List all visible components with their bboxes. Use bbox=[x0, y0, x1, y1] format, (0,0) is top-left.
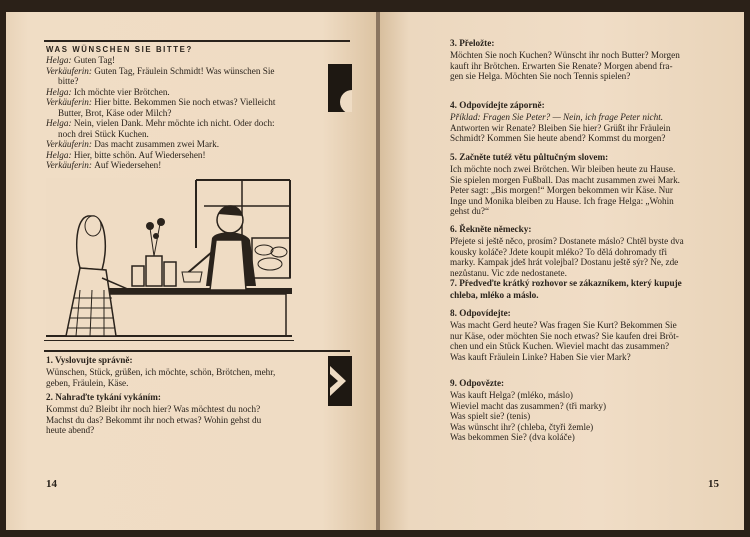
exercise-line: Schmidt? Kommen Sie heute abend? Kommst du morgen? bbox=[450, 133, 666, 144]
dialogue-line bbox=[58, 129, 149, 140]
exercise-1-title: 1. Vyslovujte správně: bbox=[46, 355, 133, 365]
dialogue-text: Das macht zusammen zwei Mark. bbox=[94, 139, 219, 149]
exercise-line: Was wünscht ihr? (chleba, čtyři žemle) bbox=[450, 421, 594, 432]
speaker-label: Verkäuferin: bbox=[46, 160, 95, 170]
dialogue-heading: WAS WÜNSCHEN SIE BITTE? bbox=[46, 45, 193, 54]
speaker-label: Helga: bbox=[46, 86, 74, 97]
exercise-line: Was bekommen Sie? (dva koláče) bbox=[450, 432, 575, 443]
dialogue-text: Hier bitte. Bekommen Sie noch etwas? Vielleicht bbox=[94, 97, 276, 107]
dialogue-text: Ich möchte vier Brötchen. bbox=[73, 86, 170, 97]
page-number-left: 14 bbox=[46, 478, 57, 490]
speaker-label: Helga: bbox=[46, 55, 74, 65]
exercise-line: nezůstanu. Vic zde nedostanete. bbox=[450, 267, 567, 278]
exercise-line: Sie spielen morgen Fußball. Das macht zusammen zwei Mark. bbox=[450, 174, 680, 185]
exercise-7-title: 7. Předveďte krátký rozhovor se zákazníkem, který kupuje bbox=[450, 278, 682, 288]
speaker-label: Helga: bbox=[46, 118, 74, 128]
dialogue-text: Guten Tag! bbox=[73, 55, 116, 65]
exercise-line: Machst du das? Bekommt ihr noch etwas? Wohin gehst du bbox=[46, 414, 262, 425]
open-book bbox=[6, 12, 744, 530]
exercise-chevron-icon bbox=[328, 356, 352, 406]
dialogue-text: bitte? bbox=[58, 76, 79, 86]
speaker-label: Helga: bbox=[46, 149, 74, 160]
left-page bbox=[6, 12, 378, 530]
exercise-line: Příklad: Fragen Sie Peter? — Nein, ich frage Peter nicht. bbox=[450, 112, 664, 122]
exercise-8-title: 8. Odpovídejte: bbox=[450, 308, 511, 318]
exercise-line: Přejete si ještě něco, prosím? Dostanete máslo? Chtěl byste dva bbox=[450, 236, 684, 246]
exercise-line: Kommst du? Bleibt ihr noch hier? Was möchtest du noch? bbox=[46, 404, 261, 414]
speaker-label: Verkäuferin: bbox=[46, 97, 95, 107]
exercise-line: Was kauft Helga? (mléko, máslo) bbox=[450, 390, 573, 400]
exercise-line: Ich möchte noch zwei Brötchen. Wir bleiben heute zu Hause. bbox=[450, 164, 676, 174]
exercise-line: heute abend? bbox=[46, 425, 95, 435]
exercise-line: marky. Kampak jdeš hrát volejbal? Dostanu ještě sýr? Ne, zde bbox=[450, 257, 679, 268]
page-number-right: 15 bbox=[708, 478, 719, 490]
dialogue-line bbox=[46, 118, 275, 129]
dialogue-line bbox=[46, 66, 274, 77]
dialogue-line bbox=[46, 97, 275, 108]
dialogue-line bbox=[46, 87, 170, 98]
exercise-line: Wieviel macht das zusammen? (tři marky) bbox=[450, 400, 607, 411]
dialogue-line bbox=[58, 108, 171, 119]
exercise-line: Inge und Monika bleiben zu Hause. Ich frage Helga: „Wohin bbox=[450, 195, 674, 206]
exercise-line: Antworten wir Renate? Bleiben Sie hier? Grüßt ihr Fräulein bbox=[450, 122, 671, 133]
dialogue-text: Auf Wiedersehen! bbox=[94, 160, 162, 170]
dialogue-line bbox=[58, 76, 78, 87]
dialogue-line bbox=[46, 150, 206, 161]
exercise-line: kousky koláče? Jdete koupit mléko? To dělá dohromady tři bbox=[450, 246, 668, 257]
exercise-line: Peter sagt: „Bis morgen!“ Morgen bekommen wir Käse. Nur bbox=[450, 185, 673, 196]
dialogue-marker-icon bbox=[328, 64, 352, 112]
dialogue-line bbox=[46, 139, 219, 150]
dialogue-text: Butter, Brot, Käse oder Milch? bbox=[58, 107, 172, 118]
exercise-3-title: 3. Přeložte: bbox=[450, 38, 495, 48]
exercise-line: Wünschen, Stück, grüßen, ich möchte, schön, Brötchen, mehr, bbox=[46, 367, 276, 377]
exercise-line: nur Käse, oder möchten Sie noch etwas? Sie kaufen drei Bröt- bbox=[450, 330, 679, 341]
exercise-line: Was macht Gerd heute? Was fragen Sie Kurt? Bekommen Sie bbox=[450, 320, 677, 330]
exercise-line: Möchten Sie noch Kuchen? Wünscht ihr noch Butter? Morgen bbox=[450, 50, 680, 60]
exercise-6-title: 6. Řekněte německy: bbox=[450, 224, 532, 234]
exercise-line: geben, Fräulein, Käse. bbox=[46, 377, 129, 388]
dialogue-text: Nein, vielen Dank. Mehr möchte ich nicht. Oder doch: bbox=[73, 118, 275, 128]
speaker-label: Verkäuferin: bbox=[46, 139, 95, 149]
exercise-line: Was kauft Fräulein Linke? Haben Sie vier Mark? bbox=[450, 351, 631, 362]
exercise-line: Was spielt sie? (tenis) bbox=[450, 411, 531, 422]
top-rule bbox=[44, 40, 350, 42]
exercise-5-title: 5. Začněte tutéž větu půltučným slovem: bbox=[450, 152, 609, 162]
exercise-line: chleba, mléko a máslo. bbox=[450, 290, 539, 300]
dialogue-line bbox=[46, 55, 115, 66]
exercise-9-title: 9. Odpovězte: bbox=[450, 378, 505, 388]
exercise-line: chen und ein Stück Kuchen. Wieviel macht das zusammen? bbox=[450, 341, 670, 352]
shop-illustration bbox=[46, 178, 292, 340]
exercise-line: gen sie Helga. Möchten Sie noch Tennis spielen? bbox=[450, 71, 631, 82]
exercise-line: kauft ihr Brötchen. Erwarten Sie Renate? Morgen abend fra- bbox=[450, 60, 673, 71]
dialogue-text: noch drei Stück Kuchen. bbox=[58, 128, 149, 139]
exercise-rule bbox=[44, 350, 350, 352]
dialogue-line bbox=[46, 160, 161, 171]
dialogue-text: Guten Tag, Fräulein Schmidt! Was wünschen Sie bbox=[94, 65, 275, 76]
right-page bbox=[380, 12, 744, 530]
speaker-label: Verkäuferin: bbox=[46, 65, 95, 76]
exercise-line: gehst du?“ bbox=[450, 206, 490, 217]
illustration-base-rule bbox=[44, 340, 294, 341]
dialogue-text: Hier, bitte schön. Auf Wiedersehen! bbox=[73, 149, 206, 160]
exercise-2-title: 2. Nahraďte tykání vykáním: bbox=[46, 392, 161, 402]
exercise-4-title: 4. Odpovídejte záporně: bbox=[450, 100, 545, 110]
